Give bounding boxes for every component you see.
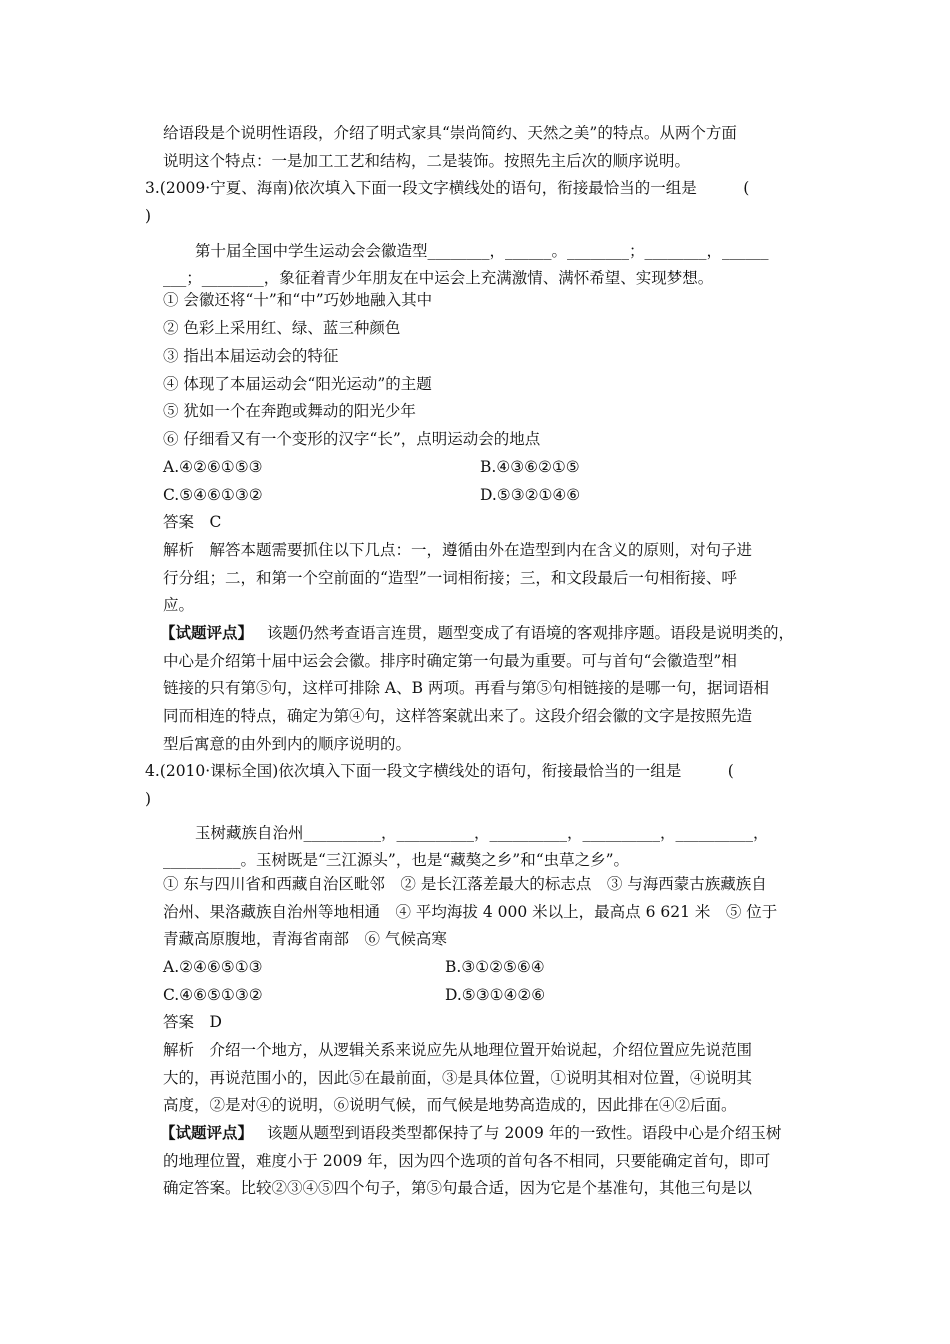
- q3-comment-line: 中心是介绍第十届中运会会徽。排序时确定第一句最为重要。可与首句“会徽造型”相: [163, 652, 737, 670]
- q4-items: 青藏高原腹地，青海省南部 ⑥ 气候高寒: [163, 930, 447, 948]
- q4-option-b: B.③①②⑤⑥④: [445, 958, 545, 976]
- q4-items: ① 东与四川省和西藏自治区毗邻 ② 是长江落差最大的标志点 ③ 与海西蒙古族藏族自: [163, 875, 767, 893]
- q4-passage: 玉树藏族自治州__________，__________，__________，__________，__________，: [195, 824, 769, 842]
- q3-comment-label: 【试题评点】: [160, 624, 254, 642]
- q3-stem: 3.(2009·宁夏、海南)依次填入下面一段文字横线处的语句，衔接最恰当的一组是 (: [145, 179, 750, 197]
- q3-stem-close: ): [145, 207, 152, 225]
- q4-passage: __________。玉树既是“三江源头”，也是“藏獒之乡”和“虫草之乡”。: [163, 851, 630, 869]
- q4-analysis: 解析 介绍一个地方，从逻辑关系来说应先从地理位置开始说起，介绍位置应先说范围: [163, 1041, 753, 1059]
- q4-option-c: C.④⑥⑤①③②: [163, 986, 263, 1004]
- q3-comment: [160, 623, 794, 643]
- q3-analysis: 行分组；二，和第一个空前面的“造型”一词相衔接；三，和文段最后一句相衔接、呼: [163, 569, 737, 587]
- q3-option-b: B.④③⑥②①⑤: [480, 458, 580, 476]
- q3-option-d: D.⑤③②①④⑥: [480, 486, 581, 504]
- intro-line: 说明这个特点：一是加工工艺和结构，二是装饰。按照先主后次的顺序说明。: [163, 152, 691, 170]
- q4-option-a: A.②④⑥⑤①③: [163, 958, 263, 976]
- q4-comment-line: 确定答案。比较②③④⑤四个句子，第⑤句最合适，因为它是个基准句，其他三句是以: [163, 1179, 753, 1197]
- q4-option-d: D.⑤③①④②⑥: [445, 986, 546, 1004]
- q4-analysis: 大的，再说范围小的，因此⑤在最前面，③是具体位置，①说明其相对位置，④说明其: [163, 1069, 753, 1087]
- q4-comment-text: 该题从题型到语段类型都保持了与 2009 年的一致性。语段中心是介绍玉树: [267, 1124, 782, 1142]
- q3-analysis: 应。: [163, 596, 195, 614]
- q4-answer: 答案 D: [163, 1013, 222, 1031]
- q3-comment-text: 该题仍然考查语言连贯，题型变成了有语境的客观排序题。语段是说明类的，: [267, 624, 795, 642]
- q4-items: 治州、果洛藏族自治州等地相通 ④ 平均海拔 4 000 米以上，最高点 6 621 米 ⑤ 位于: [163, 903, 778, 921]
- q3-comment-line: 同而相连的特点，确定为第④句，这样答案就出来了。这段介绍会徽的文字是按照先造: [163, 707, 753, 725]
- q4-stem-close: ): [145, 790, 152, 808]
- q3-item: ⑤ 犹如一个在奔跑或舞动的阳光少年: [163, 402, 416, 420]
- q4-comment-line: 的地理位置，难度小于 2009 年，因为四个选项的首句各不相同，只要能确定首句，即可: [163, 1152, 771, 1170]
- q3-passage: 第十届全国中学生运动会会徽造型________，______。________；________，______: [195, 242, 769, 260]
- q3-item: ② 色彩上采用红、绿、蓝三种颜色: [163, 319, 401, 337]
- q3-item: ⑥ 仔细看又有一个变形的汉字“长”，点明运动会的地点: [163, 430, 541, 448]
- q3-option-c: C.⑤④⑥①③②: [163, 486, 263, 504]
- q3-item: ④ 体现了本届运动会“阳光运动”的主题: [163, 375, 432, 393]
- q3-option-a: A.④②⑥①⑤③: [163, 458, 263, 476]
- q3-comment-line: 链接的只有第⑤句，这样可排除 A、B 两项。再看与第⑤句相链接的是哪一句，据词语相: [163, 679, 769, 697]
- q3-passage: ___；________，象征着青少年朋友在中运会上充满激情、满怀希望、实现梦想。: [163, 269, 714, 287]
- q4-comment-label: 【试题评点】: [160, 1124, 254, 1142]
- q4-stem: 4.(2010·课标全国)依次填入下面一段文字横线处的语句，衔接最恰当的一组是 (: [145, 762, 734, 780]
- q3-item: ① 会徽还将“十”和“中”巧妙地融入其中: [163, 291, 433, 309]
- q3-item: ③ 指出本届运动会的特征: [163, 347, 339, 365]
- q4-analysis: 高度，②是对④的说明，⑥说明气候，而气候是地势高造成的，因此排在④②后面。: [163, 1096, 737, 1114]
- q3-comment-line: 型后寓意的由外到内的顺序说明的。: [163, 735, 412, 753]
- q4-comment: [160, 1123, 781, 1143]
- q3-analysis: 解析 解答本题需要抓住以下几点：一，遵循由外在造型到内在含义的原则，对句子进: [163, 541, 753, 559]
- q3-answer: 答案 C: [163, 513, 222, 531]
- intro-line: 给语段是个说明性语段，介绍了明式家具“崇尚简约、天然之美”的特点。从两个方面: [163, 124, 737, 142]
